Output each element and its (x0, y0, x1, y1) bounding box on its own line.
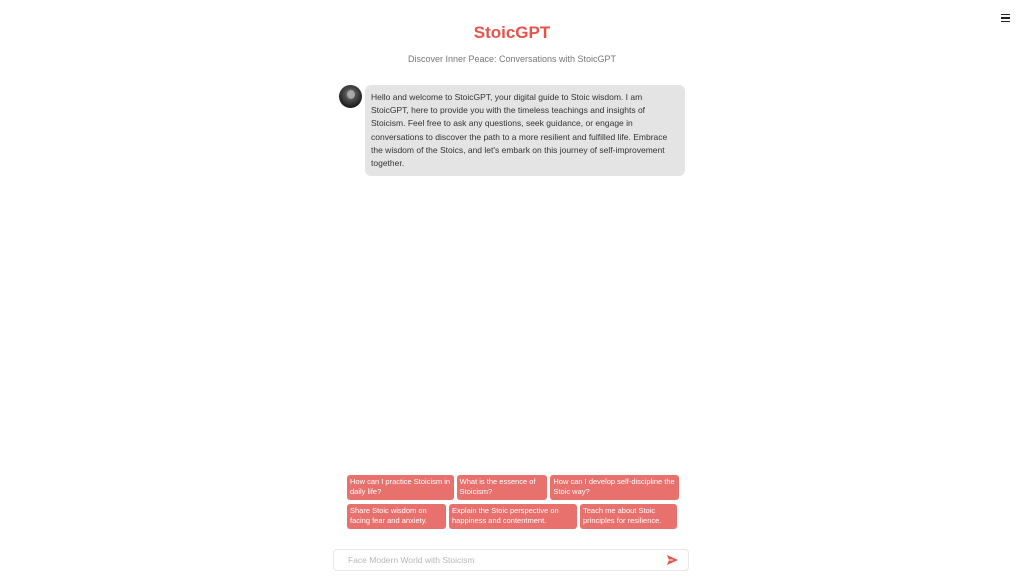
suggestion-chips (347, 475, 679, 533)
suggestion-row (347, 475, 679, 500)
chat-thread (339, 85, 685, 176)
suggestion-chip-resilience[interactable]: Teach me about Stoic principles for resilience. (580, 504, 677, 529)
header (0, 22, 1024, 65)
suggestion-chip-essence[interactable]: What is the essence of Stoicism? (457, 475, 548, 500)
suggestion-chip-practice-daily[interactable]: How can I practice Stoicism in daily life? (347, 475, 454, 500)
send-icon (667, 555, 678, 565)
bot-message (339, 85, 685, 176)
suggestion-chip-fear-anxiety[interactable]: Share Stoic wisdom on facing fear and anxiety. (347, 504, 446, 529)
app-subtitle: Discover Inner Peace: Conversations with StoicGPT (407, 54, 617, 64)
menu-line (1001, 17, 1010, 19)
suggestion-chip-happiness[interactable]: Explain the Stoic perspective on happiness and contentment. (449, 504, 577, 529)
message-composer (333, 549, 689, 571)
stoic-bust-avatar (339, 85, 362, 108)
app-title: StoicGPT (473, 23, 551, 42)
suggestion-row (347, 504, 679, 529)
suggestion-chip-self-discipline[interactable]: How can I develop self-discipline the Stoic way? (550, 475, 679, 500)
send-button[interactable] (665, 553, 679, 567)
message-bubble: Hello and welcome to StoicGPT, your digital guide to Stoic wisdom. I am StoicGPT, here to provide you with the timeless teachings and insights of Stoicism. Feel free to ask any questions, seek guidance, or engage in conversations to discover the path to a more resilient and fulfilled life. Embrace the wisdom of the Stoics, and let's embark on this journey of self-improvement together. (365, 85, 685, 176)
message-input[interactable] (346, 554, 665, 566)
menu-line (1001, 14, 1010, 16)
